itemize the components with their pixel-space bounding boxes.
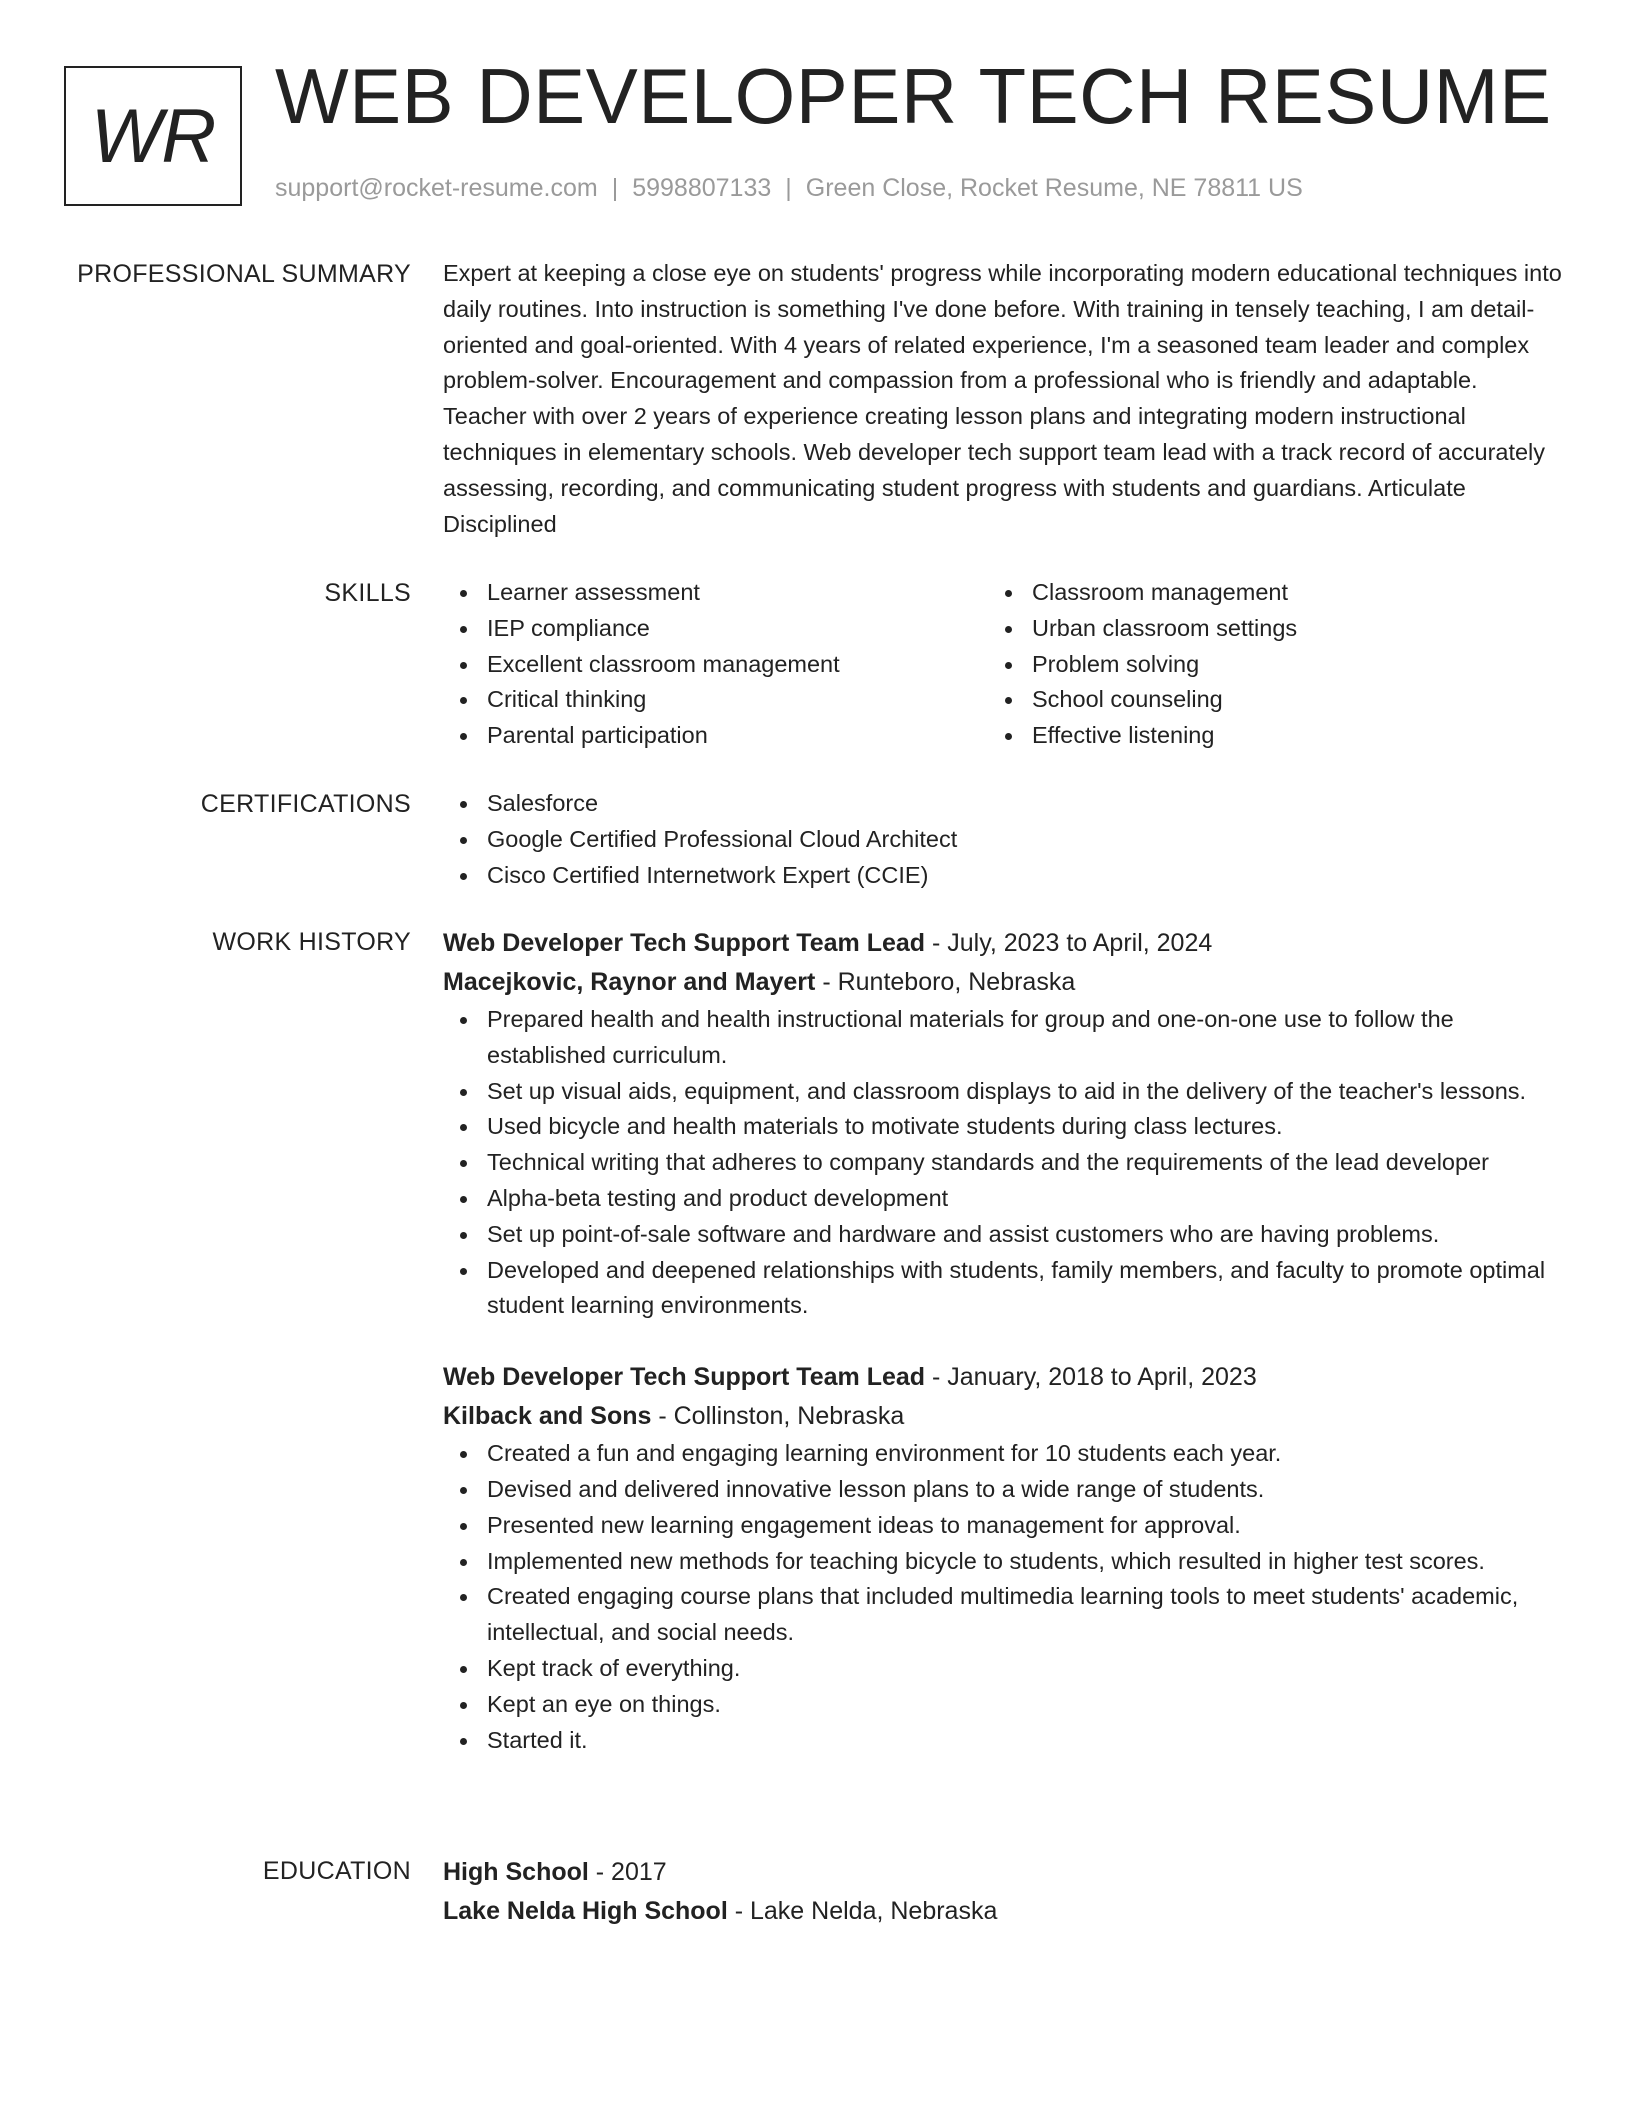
job-location: - Collinston, Nebraska — [651, 1402, 905, 1431]
section-label-work-history: WORK HISTORY — [212, 928, 411, 956]
skills-column-1 — [443, 575, 988, 754]
skill-item: Parental participation — [443, 718, 988, 754]
job-title-line — [443, 924, 1563, 963]
job-bullet: Developed and deepened relationships with students, family members, and faculty to promote optimal student learning environments. — [443, 1253, 1563, 1325]
contact-email[interactable]: support@rocket-resume.com — [275, 174, 598, 202]
section-label-education: EDUCATION — [262, 1857, 411, 1885]
job-dates: - January, 2018 to April, 2023 — [925, 1363, 1257, 1392]
contact-address: Green Close, Rocket Resume, NE 78811 US — [805, 174, 1303, 202]
job-dates: - July, 2023 to April, 2024 — [925, 929, 1213, 957]
monogram-initials: WR — [90, 93, 216, 179]
monogram-box — [64, 66, 242, 206]
summary-body — [443, 256, 1563, 542]
education-school: Lake Nelda High School — [443, 1897, 728, 1925]
skill-item: Problem solving — [988, 647, 1533, 683]
job-company: Kilback and Sons — [443, 1402, 652, 1431]
skills-column-2 — [988, 575, 1533, 754]
job-bullet: Devised and delivered innovative lesson plans to a wide range of students. — [443, 1472, 1563, 1508]
contact-separator: | — [611, 174, 619, 202]
job-bullet: Created engaging course plans that included multimedia learning tools to meet students' academic, intellectual, and social needs. — [443, 1579, 1563, 1651]
education-year: - 2017 — [588, 1858, 667, 1886]
education-degree: High School — [443, 1858, 589, 1886]
job-bullet: Set up visual aids, equipment, and classroom displays to aid in the delivery of the teacher's lessons. — [443, 1074, 1563, 1110]
contact-phone[interactable]: 5998807133 — [632, 174, 772, 202]
skills-body — [443, 575, 1563, 754]
job-bullet: Kept track of everything. — [443, 1651, 1563, 1687]
skill-item: Urban classroom settings — [988, 611, 1533, 647]
certification-item: Cisco Certified Internetwork Expert (CCIE) — [443, 858, 1563, 894]
contact-separator: | — [785, 174, 792, 202]
contact-line — [275, 174, 1303, 203]
skill-item: Learner assessment — [443, 575, 988, 611]
work-history-body — [443, 924, 1563, 1792]
job-title-line — [443, 1358, 1563, 1397]
education-school-line — [443, 1892, 1563, 1931]
job-bullet: Alpha-beta testing and product development — [443, 1181, 1563, 1217]
education-degree-line — [443, 1853, 1563, 1892]
job-company: Macejkovic, Raynor and Mayert — [443, 968, 816, 996]
job-bullet: Presented new learning engagement ideas to management for approval. — [443, 1508, 1563, 1544]
job-entry — [443, 924, 1563, 1324]
job-bullets — [443, 1436, 1563, 1758]
job-bullets — [443, 1002, 1563, 1324]
job-bullet: Created a fun and engaging learning environment for 10 students each year. — [443, 1436, 1563, 1472]
job-bullet: Technical writing that adheres to company standards and the requirements of the lead developer — [443, 1145, 1563, 1181]
skill-item: Critical thinking — [443, 682, 988, 718]
certifications-list — [443, 786, 1563, 893]
job-location: - Runteboro, Nebraska — [815, 968, 1076, 996]
job-entry — [443, 1358, 1563, 1758]
job-company-line — [443, 963, 1563, 1002]
job-bullet: Set up point-of-sale software and hardware and assist customers who are having problems. — [443, 1217, 1563, 1253]
skill-item: Excellent classroom management — [443, 647, 988, 683]
section-label-certifications: CERTIFICATIONS — [200, 790, 411, 818]
certification-item: Salesforce — [443, 786, 1563, 822]
job-bullet: Kept an eye on things. — [443, 1687, 1563, 1723]
certification-item: Google Certified Professional Cloud Architect — [443, 822, 1563, 858]
skill-item: School counseling — [988, 682, 1533, 718]
job-company-line — [443, 1397, 1563, 1436]
job-title: Web Developer Tech Support Team Lead — [443, 1363, 926, 1392]
section-label-skills: SKILLS — [324, 579, 411, 607]
job-bullet: Used bicycle and health materials to motivate students during class lectures. — [443, 1109, 1563, 1145]
education-body — [443, 1853, 1563, 1931]
summary-text: Expert at keeping a close eye on students' progress while incorporating modern educational techniques into daily routines. Into instruction is something I've done before. With training in tensely teaching, I am detail-oriented and goal-oriented. With 4 years of related experience, I'm a seasoned team leader and complex problem-solver. Encouragement and compassion from a professional who is friendly and adaptable. Teacher with over 2 years of experience creating lesson plans and integrating modern instructional techniques in elementary schools. Web developer tech support team lead with a track record of accurately assessing, recording, and communicating student progress with students and guardians. Articulate Disciplined — [443, 260, 1562, 537]
skill-item: Classroom management — [988, 575, 1533, 611]
job-bullet: Started it. — [443, 1723, 1563, 1759]
certifications-body — [443, 786, 1563, 893]
job-bullet: Implemented new methods for teaching bicycle to students, which resulted in higher test scores. — [443, 1544, 1563, 1580]
job-bullet: Prepared health and health instructional materials for group and one-on-one use to follow the established curriculum. — [443, 1002, 1563, 1074]
skill-item: Effective listening — [988, 718, 1533, 754]
section-label-summary: PROFESSIONAL SUMMARY — [77, 260, 411, 288]
job-title: Web Developer Tech Support Team Lead — [443, 929, 926, 957]
skill-item: IEP compliance — [443, 611, 988, 647]
resume-title: WEB DEVELOPER TECH RESUME — [275, 52, 1552, 140]
education-location: - Lake Nelda, Nebraska — [727, 1897, 998, 1925]
